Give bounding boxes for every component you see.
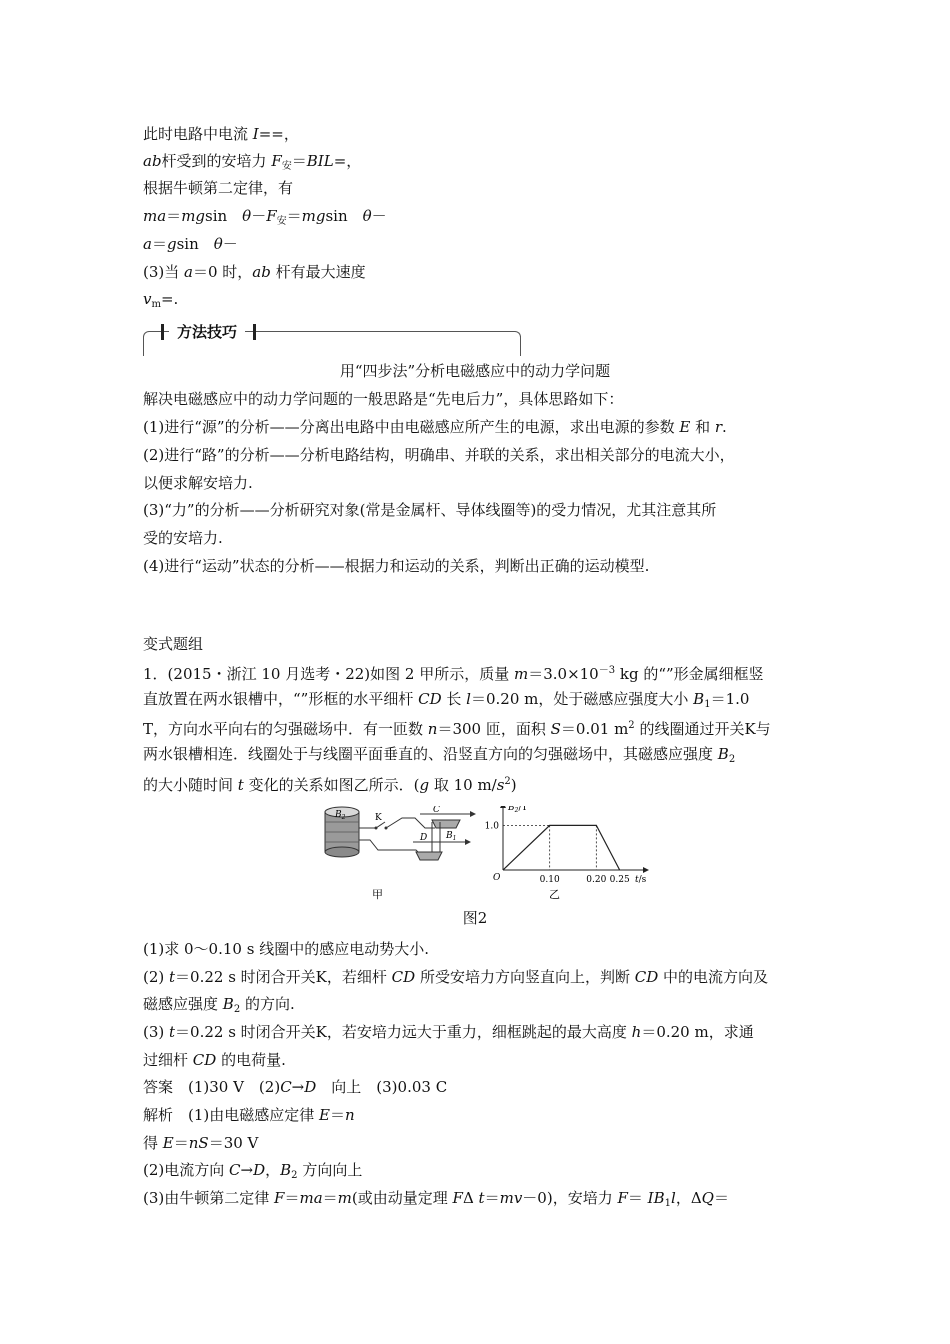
- symbol: mg: [181, 207, 206, 225]
- subscript: 2: [728, 754, 736, 765]
- symbol: B: [222, 995, 234, 1013]
- text: ＝0.20 m，处于磁感应强度大小: [470, 690, 694, 708]
- analysis-line: [143, 1105, 355, 1125]
- text: 向上 (3)0.03 C: [316, 1078, 448, 1096]
- subscript: 1: [664, 1198, 671, 1209]
- x-axis-arrow: [643, 867, 649, 873]
- text-line: [143, 744, 735, 770]
- figure-svg: [320, 806, 650, 906]
- text: ＝: [627, 1189, 648, 1207]
- text: ＝: [329, 1106, 345, 1124]
- label-yi: 乙: [549, 888, 560, 901]
- symbol: D: [253, 1161, 266, 1179]
- symbol: S: [550, 720, 561, 738]
- subscript: 安: [281, 161, 292, 172]
- symbol: l: [671, 1189, 676, 1207]
- text: 所受安培力方向竖直向上，判断: [415, 968, 635, 986]
- arrow-head: [465, 839, 471, 845]
- coil-apparatus: [325, 806, 476, 901]
- symbol: E: [162, 1134, 174, 1152]
- series-line: [503, 825, 620, 870]
- text: －0)，安培力: [522, 1189, 618, 1207]
- text: 的大小随时间: [143, 776, 238, 794]
- coil-bottom: [325, 847, 359, 857]
- mercury-cup-lower: [416, 852, 442, 860]
- symbol: Q: [701, 1189, 714, 1207]
- text: .: [722, 418, 727, 436]
- y-axis-label: $B_2/T$: [508, 806, 528, 814]
- symbol: s: [496, 776, 505, 794]
- symbol: h: [631, 1023, 642, 1041]
- text: ＝1.0: [710, 690, 750, 708]
- text: Δ: [462, 1189, 479, 1207]
- text-line: [143, 124, 299, 144]
- symbol: C: [229, 1161, 241, 1179]
- label-b1: $B_1$: [446, 831, 457, 842]
- symbol: F: [266, 207, 277, 225]
- text: 直放置在两水银槽中，“”形框的水平细杆: [143, 690, 419, 708]
- text: 取 10 m/: [429, 776, 497, 794]
- text: 的方向.: [240, 995, 295, 1013]
- text: sin: [325, 207, 363, 225]
- text: 长: [441, 690, 467, 708]
- y-axis-arrow: [500, 806, 506, 808]
- text: sin: [176, 235, 214, 253]
- text: 磁感应强度: [143, 995, 223, 1013]
- label-c: C: [433, 806, 440, 815]
- x-tick-label: 0.25: [609, 875, 630, 885]
- method-skills-header: [143, 322, 521, 352]
- symbol: g: [166, 235, 177, 253]
- text: 和: [690, 418, 715, 436]
- figure-caption: 图2: [462, 909, 488, 927]
- symbol: CD: [391, 968, 416, 986]
- arrow-head: [470, 811, 476, 817]
- symbol: a: [184, 263, 193, 281]
- text: (或由动量定理: [351, 1189, 453, 1207]
- text-line: 受的安培力.: [143, 529, 223, 547]
- symbol: t: [237, 776, 244, 794]
- symbol: CD: [418, 690, 442, 708]
- symbol: θ: [213, 235, 223, 253]
- analysis-line: [143, 1160, 362, 1186]
- y-tick-label: 1.0: [484, 821, 499, 832]
- analysis-line: [143, 1133, 258, 1153]
- symbol: C: [280, 1078, 292, 1096]
- text: 变化的关系如图乙所示．(: [243, 776, 420, 794]
- symbol: mv: [499, 1189, 523, 1207]
- symbol: F: [617, 1189, 628, 1207]
- symbol: E: [679, 418, 691, 436]
- text-line: 解决电磁感应中的动力学问题的一般思路是“先电后力”，具体思路如下：: [143, 390, 624, 408]
- text-line: [143, 234, 238, 254]
- text: ＝0.22 s 时闭合开关K，若细杆: [175, 968, 392, 986]
- text: 杆有最大速度: [270, 263, 366, 281]
- text: ==，: [258, 125, 299, 143]
- text: →: [240, 1161, 254, 1179]
- text: ＝: [291, 152, 307, 170]
- text-line: [143, 772, 517, 795]
- text: 杆受到的安培力: [161, 152, 272, 170]
- text: kg 的“”形金属细框竖: [615, 665, 764, 683]
- text: ＝: [322, 1189, 338, 1207]
- x-axis-label: t/s: [635, 875, 647, 885]
- text: 中的电流方向及: [658, 968, 769, 986]
- symbol: n: [427, 720, 438, 738]
- superscript: －3: [598, 665, 616, 676]
- text: ＝: [484, 1189, 500, 1207]
- text: －: [222, 235, 238, 253]
- text: ＝0.20 m，求通: [641, 1023, 754, 1041]
- text-line: [143, 689, 749, 715]
- text: 得: [143, 1134, 163, 1152]
- text: ＝: [713, 1189, 729, 1207]
- text-line: [143, 716, 771, 739]
- label-jia: 甲: [372, 888, 383, 901]
- superscript: 2: [504, 776, 511, 787]
- question-2-cont: [143, 994, 295, 1020]
- text: ＝: [151, 235, 167, 253]
- text: (3)由牛顿第二定律: [143, 1189, 275, 1207]
- text: －: [371, 207, 387, 225]
- text: ): [510, 776, 517, 794]
- x-tick-label: 0.10: [539, 875, 560, 885]
- symbol: g: [419, 776, 430, 794]
- symbol: F: [271, 152, 282, 170]
- symbol: ma: [299, 1189, 323, 1207]
- text-line: 根据牛顿第二定律，有: [143, 179, 294, 197]
- symbol: E: [319, 1106, 330, 1124]
- symbol: BIL: [306, 152, 334, 170]
- text: =，: [333, 152, 362, 170]
- text: (3): [143, 1023, 170, 1041]
- text: 的线圈通过开关K与: [634, 720, 771, 738]
- text: ＝30 V: [208, 1134, 259, 1152]
- text: 方向向上: [297, 1161, 363, 1179]
- text: T，方向水平向右的匀强磁场中．有一匝数: [143, 720, 428, 738]
- text: (2): [143, 968, 170, 986]
- label-d: D: [420, 833, 428, 843]
- text: (3)当: [143, 263, 185, 281]
- text-line: [143, 661, 764, 684]
- x-ticks: [540, 825, 630, 885]
- text-line: (4)进行“运动”状态的分析——根据力和运动的关系，判断出正确的运动模型.: [143, 557, 650, 575]
- text: →: [291, 1078, 305, 1096]
- section-title: 方法技巧: [169, 322, 245, 342]
- text: ＝0 时，: [192, 263, 253, 281]
- symbol: F: [274, 1189, 285, 1207]
- symbol: ab: [143, 152, 162, 170]
- header-bar-left: [161, 324, 164, 340]
- symbol: a: [143, 235, 152, 253]
- text: ＝: [286, 207, 302, 225]
- text-line: [143, 151, 361, 177]
- analysis-line: [143, 1188, 729, 1214]
- question-1: (1)求 0～0.10 s 线圈中的感应电动势大小.: [143, 940, 429, 958]
- symbol: nS: [188, 1134, 209, 1152]
- symbol: mg: [301, 207, 326, 225]
- text: ＝0.01 m: [560, 720, 629, 738]
- text: =.: [160, 290, 179, 308]
- method-title: 用“四步法”分析电磁感应中的动力学问题: [339, 362, 611, 380]
- text-line: 以便求解安培力.: [143, 474, 253, 492]
- symbol: D: [304, 1078, 317, 1096]
- subscript: 1: [704, 699, 711, 710]
- text: 此时电路中电流: [143, 125, 253, 143]
- question-3-cont: [143, 1050, 286, 1070]
- text: ＝300 匝，面积: [437, 720, 551, 738]
- text-line: [143, 262, 366, 282]
- symbol: ab: [252, 263, 271, 281]
- text: ＝: [284, 1189, 300, 1207]
- symbol: B: [280, 1161, 292, 1179]
- text: －: [251, 207, 267, 225]
- subscript: 2: [233, 1004, 241, 1015]
- symbol: ma: [143, 207, 167, 225]
- text-line: [143, 417, 727, 437]
- group-title: 变式题组: [143, 635, 204, 653]
- subscript: 2: [291, 1170, 298, 1181]
- symbol: v: [143, 290, 152, 308]
- symbol: m: [337, 1189, 352, 1207]
- text: ，Δ: [675, 1189, 702, 1207]
- symbol: l: [466, 690, 471, 708]
- text: ＝: [173, 1134, 189, 1152]
- symbol: t: [478, 1189, 485, 1207]
- superscript: 2: [628, 720, 635, 731]
- question-3: [143, 1022, 754, 1042]
- text: ＝: [166, 207, 182, 225]
- text: 解析 (1)由电磁感应定律: [143, 1106, 320, 1124]
- text: ＝0.22 s 时闭合开关K，若安培力远大于重力，细框跳起的最大高度: [175, 1023, 632, 1041]
- symbol: F: [452, 1189, 463, 1207]
- subscript: 安: [276, 216, 287, 227]
- text-line: [143, 289, 178, 315]
- b2-time-chart: [485, 806, 649, 901]
- text: (2)电流方向: [143, 1161, 230, 1179]
- text: 过细杆: [143, 1051, 193, 1069]
- text-line: (2)进行“路”的分析——分析电路结构，明确串、并联的关系，求出相关部分的电流大小，: [143, 446, 735, 464]
- symbol: r: [714, 418, 723, 436]
- text-line: [143, 206, 387, 232]
- origin-label: O: [493, 873, 501, 883]
- mercury-cup-upper: [432, 820, 460, 828]
- symbol: n: [345, 1106, 355, 1124]
- coil-label: $B_2$: [335, 810, 346, 821]
- symbol: CD: [634, 968, 659, 986]
- wire: [386, 818, 435, 828]
- symbol: t: [169, 1023, 176, 1041]
- symbol: t: [169, 968, 176, 986]
- symbol: m: [513, 665, 529, 683]
- subscript: m: [151, 299, 161, 310]
- text: ，: [265, 1161, 281, 1179]
- symbol: θ: [242, 207, 252, 225]
- text: 的电荷量.: [216, 1051, 286, 1069]
- symbol: I: [252, 125, 259, 143]
- x-tick-label: 0.20: [586, 875, 607, 885]
- text: 答案 (1)30 V (2): [143, 1078, 281, 1096]
- symbol: B: [693, 690, 705, 708]
- question-2: [143, 967, 768, 987]
- text: 1．(2015・浙江 10 月选考・22)如图 2 甲所示，质量: [143, 665, 514, 683]
- text: 两水银槽相连．线圈处于与线圈平面垂直的、沿竖直方向的匀强磁场中，其磁感应强度: [143, 745, 718, 763]
- symbol: IB: [647, 1189, 665, 1207]
- text-line: (3)“力”的分析——分析研究对象(常是金属杆、导体线圈等)的受力情况，尤其注意其所: [143, 501, 717, 519]
- symbol: CD: [192, 1051, 217, 1069]
- header-bar-right: [253, 324, 256, 340]
- text: ＝3.0×10: [528, 665, 599, 683]
- answer-line: [143, 1077, 447, 1097]
- switch-label: K: [375, 813, 382, 823]
- symbol: θ: [362, 207, 372, 225]
- symbol: B: [717, 745, 729, 763]
- text: sin: [205, 207, 243, 225]
- text: (1)进行“源”的分析——分离出电路中由电磁感应所产生的电源，求出电源的参数: [143, 418, 680, 436]
- figure-2: [320, 806, 650, 906]
